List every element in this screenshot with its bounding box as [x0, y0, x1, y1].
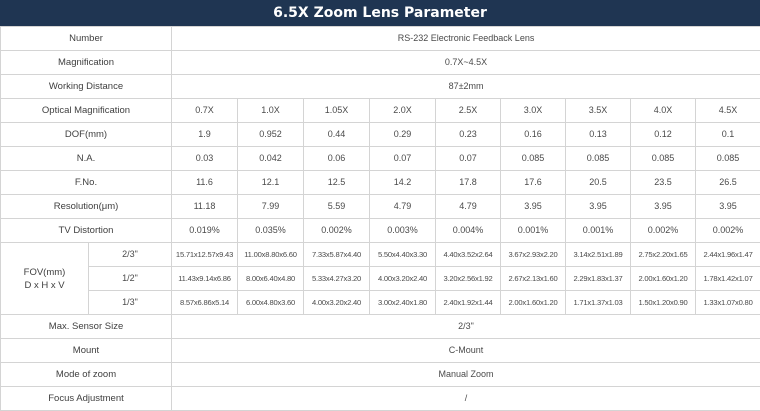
row-fov-1-3 [1, 291, 760, 315]
table-cell: 1.50x1.20x0.90 [631, 291, 696, 315]
table-cell: 3.95 [631, 195, 696, 219]
resolution-label: Resolution(μm) [1, 195, 172, 219]
number-value: RS-232 Electronic Feedback Lens [172, 27, 760, 51]
fov-label-line1: FOV(mm) [1, 266, 88, 279]
table-cell: 1.05X [304, 99, 370, 123]
row-mode-of-zoom [1, 363, 760, 387]
row-max-sensor-size [1, 315, 760, 339]
row-working-distance [1, 75, 760, 99]
table-cell: 4.5X [696, 99, 760, 123]
table-cell: 1.9 [172, 123, 238, 147]
table-cell: 0.004% [436, 219, 501, 243]
table-cell: 0.019% [172, 219, 238, 243]
table-cell: 0.085 [696, 147, 760, 171]
row-resolution [1, 195, 760, 219]
table-cell: 17.6 [501, 171, 566, 195]
page-title: 6.5X Zoom Lens Parameter [0, 0, 760, 26]
table-cell: 2.44x1.96x1.47 [696, 243, 760, 267]
table-cell: 3.20x2.56x1.92 [436, 267, 501, 291]
fov-label [1, 243, 89, 315]
table-cell: 0.003% [370, 219, 436, 243]
table-cell: 0.7X [172, 99, 238, 123]
row-number [1, 27, 760, 51]
row-fno [1, 171, 760, 195]
table-cell: 1.0X [238, 99, 304, 123]
table-cell: 3.67x2.93x2.20 [501, 243, 566, 267]
table-cell: 0.042 [238, 147, 304, 171]
table-cell: 12.5 [304, 171, 370, 195]
table-cell: 0.07 [436, 147, 501, 171]
row-optical-magnification [1, 99, 760, 123]
row-focus-adjustment [1, 387, 760, 411]
table-cell: 1.33x1.07x0.80 [696, 291, 760, 315]
number-label: Number [1, 27, 172, 51]
table-cell: 11.43x9.14x6.86 [172, 267, 238, 291]
working-distance-value: 87±2mm [172, 75, 760, 99]
table-cell: 0.44 [304, 123, 370, 147]
table-cell: 15.71x12.57x9.43 [172, 243, 238, 267]
sensor-size-label: 1/2" [89, 267, 172, 291]
table-cell: 2.00x1.60x1.20 [501, 291, 566, 315]
table-cell: 20.5 [566, 171, 631, 195]
table-cell: 12.1 [238, 171, 304, 195]
max-sensor-size-value: 2/3" [172, 315, 760, 339]
table-cell: 0.952 [238, 123, 304, 147]
mount-label: Mount [1, 339, 172, 363]
table-cell: 2.5X [436, 99, 501, 123]
table-cell: 2.0X [370, 99, 436, 123]
table-cell: 2.67x2.13x1.60 [501, 267, 566, 291]
table-cell: 5.59 [304, 195, 370, 219]
table-cell: 3.5X [566, 99, 631, 123]
focus-adjustment-value: / [172, 387, 760, 411]
table-cell: 0.1 [696, 123, 760, 147]
table-cell: 0.06 [304, 147, 370, 171]
focus-adjustment-label: Focus Adjustment [1, 387, 172, 411]
table-cell: 0.085 [631, 147, 696, 171]
table-cell: 3.14x2.51x1.89 [566, 243, 631, 267]
table-cell: 7.33x5.87x4.40 [304, 243, 370, 267]
table-cell: 7.99 [238, 195, 304, 219]
na-label: N.A. [1, 147, 172, 171]
sensor-size-label: 2/3" [89, 243, 172, 267]
table-cell: 0.23 [436, 123, 501, 147]
mount-value: C-Mount [172, 339, 760, 363]
table-cell: 2.00x1.60x1.20 [631, 267, 696, 291]
table-cell: 2.75x2.20x1.65 [631, 243, 696, 267]
table-cell: 6.00x4.80x3.60 [238, 291, 304, 315]
table-cell: 0.13 [566, 123, 631, 147]
row-na [1, 147, 760, 171]
row-magnification [1, 51, 760, 75]
table-cell: 1.71x1.37x1.03 [566, 291, 631, 315]
table-cell: 0.035% [238, 219, 304, 243]
table-cell: 5.33x4.27x3.20 [304, 267, 370, 291]
dof-label: DOF(mm) [1, 123, 172, 147]
table-cell: 0.002% [304, 219, 370, 243]
max-sensor-size-label: Max. Sensor Size [1, 315, 172, 339]
table-cell: 0.03 [172, 147, 238, 171]
mode-of-zoom-label: Mode of zoom [1, 363, 172, 387]
row-fov-2-3 [1, 243, 760, 267]
table-cell: 14.2 [370, 171, 436, 195]
table-cell: 0.002% [696, 219, 760, 243]
table-cell: 8.00x6.40x4.80 [238, 267, 304, 291]
tv-distortion-label: TV Distortion [1, 219, 172, 243]
table-cell: 0.16 [501, 123, 566, 147]
row-fov-1-2 [1, 267, 760, 291]
table-cell: 8.57x6.86x5.14 [172, 291, 238, 315]
table-cell: 5.50x4.40x3.30 [370, 243, 436, 267]
table-cell: 3.00x2.40x1.80 [370, 291, 436, 315]
table-cell: 17.8 [436, 171, 501, 195]
optical-magnification-label: Optical Magnification [1, 99, 172, 123]
table-cell: 0.001% [566, 219, 631, 243]
table-cell: 11.18 [172, 195, 238, 219]
row-dof [1, 123, 760, 147]
table-cell: 0.07 [370, 147, 436, 171]
table-cell: 4.00x3.20x2.40 [304, 291, 370, 315]
table-cell: 0.29 [370, 123, 436, 147]
table-cell: 23.5 [631, 171, 696, 195]
mode-of-zoom-value: Manual Zoom [172, 363, 760, 387]
table-cell: 3.95 [696, 195, 760, 219]
row-mount [1, 339, 760, 363]
table-cell: 0.085 [566, 147, 631, 171]
table-cell: 0.085 [501, 147, 566, 171]
table-cell: 4.0X [631, 99, 696, 123]
sensor-size-label: 1/3" [89, 291, 172, 315]
magnification-value: 0.7X~4.5X [172, 51, 760, 75]
table-cell: 1.78x1.42x1.07 [696, 267, 760, 291]
table-cell: 0.001% [501, 219, 566, 243]
table-cell: 4.79 [436, 195, 501, 219]
row-tv-distortion [1, 219, 760, 243]
table-cell: 2.29x1.83x1.37 [566, 267, 631, 291]
table-cell: 11.00x8.80x6.60 [238, 243, 304, 267]
table-cell: 3.95 [566, 195, 631, 219]
table-cell: 4.79 [370, 195, 436, 219]
table-cell: 11.6 [172, 171, 238, 195]
table-cell: 3.0X [501, 99, 566, 123]
table-cell: 3.95 [501, 195, 566, 219]
parameter-table [0, 26, 760, 411]
table-cell: 4.00x3.20x2.40 [370, 267, 436, 291]
table-cell: 26.5 [696, 171, 760, 195]
magnification-label: Magnification [1, 51, 172, 75]
fno-label: F.No. [1, 171, 172, 195]
table-cell: 0.12 [631, 123, 696, 147]
working-distance-label: Working Distance [1, 75, 172, 99]
table-cell: 0.002% [631, 219, 696, 243]
table-cell: 2.40x1.92x1.44 [436, 291, 501, 315]
table-cell: 4.40x3.52x2.64 [436, 243, 501, 267]
fov-label-line2: D x H x V [1, 279, 88, 292]
